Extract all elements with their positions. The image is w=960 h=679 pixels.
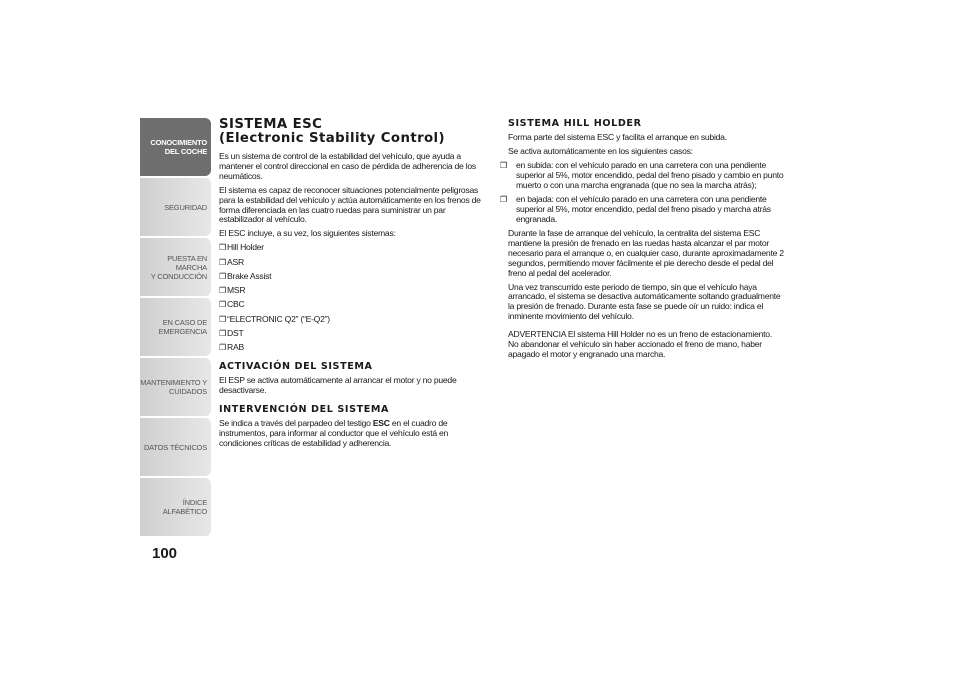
list-item: ❒“ELECTRONIC Q2” (“E-Q2”) xyxy=(219,313,330,324)
hill-holder-paragraph-1: Forma parte del sistema ESC y facilita el arranque en subida. xyxy=(508,132,727,142)
checkbox-bullet-icon: ❒ xyxy=(219,286,226,296)
checkbox-bullet-icon: ❒ xyxy=(219,257,226,267)
activation-text: El ESP se activa automáticamente al arrancar el motor y no puede desactivarse. xyxy=(219,375,457,396)
tab-en-caso-de-emergencia[interactable]: EN CASO DE EMERGENCIA xyxy=(140,298,211,356)
left-column xyxy=(219,118,487,453)
checkbox-bullet-icon: ❒ xyxy=(219,329,226,339)
esc-title: SISTEMA ESC (Electronic Stability Control) xyxy=(219,117,445,146)
hill-holder-paragraph-3: Durante la fase de arranque del vehículo, la centralita del sistema ESC mantiene la presión de frenado en las ruedas hasta alcanzar el par motor necesario para el arranque o, en cualquier caso, durante aproximadamente 2 segundos, permitiendo mover fácilmente el pie derecho desde el pedal del freno al pedal del acelerador. xyxy=(508,228,784,278)
checkbox-bullet-icon: ❒ xyxy=(500,194,507,204)
tab-mantenimiento[interactable]: MANTENIMIENTO Y CUIDADOS xyxy=(140,358,211,416)
right-column xyxy=(500,118,784,364)
esc-paragraph-3: El ESC incluye, a su vez, los siguientes sistemas: xyxy=(219,228,396,239)
checkbox-bullet-icon: ❒ xyxy=(219,300,226,310)
hill-holder-title: SISTEMA HILL HOLDER xyxy=(508,118,642,129)
hill-holder-paragraph-2: Se activa automáticamente en los siguientes casos: xyxy=(508,145,693,156)
hill-holder-paragraph-4: Una vez transcurrido este periodo de tiempo, sin que el vehículo haya arrancado, el sistema se desactiva automáticamente soltando gradualmente la presión de frenado. Durante esta fase se puede oír un ruido: indica el inminente movimiento del vehículo. xyxy=(508,281,781,322)
tab-conocimiento-del-coche[interactable]: CONOCIMIENTO DEL COCHE xyxy=(140,118,211,176)
activation-title: ACTIVACIÓN DEL SISTEMA xyxy=(219,361,373,373)
tab-seguridad[interactable]: SEGURIDAD xyxy=(140,178,211,236)
list-item: ❒Hill Holder xyxy=(219,242,264,253)
intervention-text: Se indica a través del parpadeo del testigo ESC en el cuadro de instrumentos, para informar al conductor que el vehículo está en condiciones críticas de estabilidad y adherencia. xyxy=(219,418,449,448)
list-item: ❒ en subida: con el vehículo parado en una carretera con una pendiente superior al 5%, motor encendido, pedal del freno pisado y cambio en punto muerto o con una marcha engranada (que no sea la marcha atrás); xyxy=(500,159,784,190)
list-item: ❒ASR xyxy=(219,256,244,267)
warning-text: ADVERTENCIA El sistema Hill Holder no es un freno de estacionamiento. No abandonar el vehículo sin haber accionado el freno de mano, haber apagado el motor y engranado una marcha. xyxy=(508,329,772,359)
tab-puesta-en-marcha[interactable]: PUESTA EN MARCHA Y CONDUCCIÓN xyxy=(140,238,211,296)
page-number: 100 xyxy=(152,545,178,562)
esc-paragraph-1: Es un sistema de control de la estabilidad del vehículo, que ayuda a mantener el control direccional en caso de pérdida de adherencia de los neumáticos. xyxy=(219,151,476,181)
checkbox-bullet-icon: ❒ xyxy=(219,343,226,353)
list-item: ❒ en bajada: con el vehículo parado en una carretera con una pendiente superior al 5%, motor encendido, pedal del freno pisado y marcha atrás engranada. xyxy=(500,193,771,224)
tab-datos-tecnicos[interactable]: DATOS TÉCNICOS xyxy=(140,418,211,476)
esc-paragraph-2: El sistema es capaz de reconocer situaciones potencialmente peligrosas para la estabilidad del vehículo y actúa automáticamente en los frenos de forma diferenciada en las cuatro ruedas para suministrar un par estabilizador al vehículo. xyxy=(219,184,481,225)
intervention-title: INTERVENCIÓN DEL SISTEMA xyxy=(219,404,390,416)
checkbox-bullet-icon: ❒ xyxy=(500,160,507,170)
checkbox-bullet-icon: ❒ xyxy=(219,271,226,281)
checkbox-bullet-icon: ❒ xyxy=(219,243,226,253)
list-item: ❒MSR xyxy=(219,285,246,296)
tab-indice-alfabetico[interactable]: ÍNDICE ALFABÉTICO xyxy=(140,478,211,536)
list-item: ❒RAB xyxy=(219,342,244,353)
systems-list xyxy=(219,243,487,353)
checkbox-bullet-icon: ❒ xyxy=(219,314,226,324)
list-item: ❒CBC xyxy=(219,299,245,310)
chapter-tabs xyxy=(140,118,211,538)
esc-warning-light-label: ESC xyxy=(372,418,390,429)
list-item: ❒Brake Assist xyxy=(219,270,272,281)
list-item: ❒DST xyxy=(219,328,244,339)
